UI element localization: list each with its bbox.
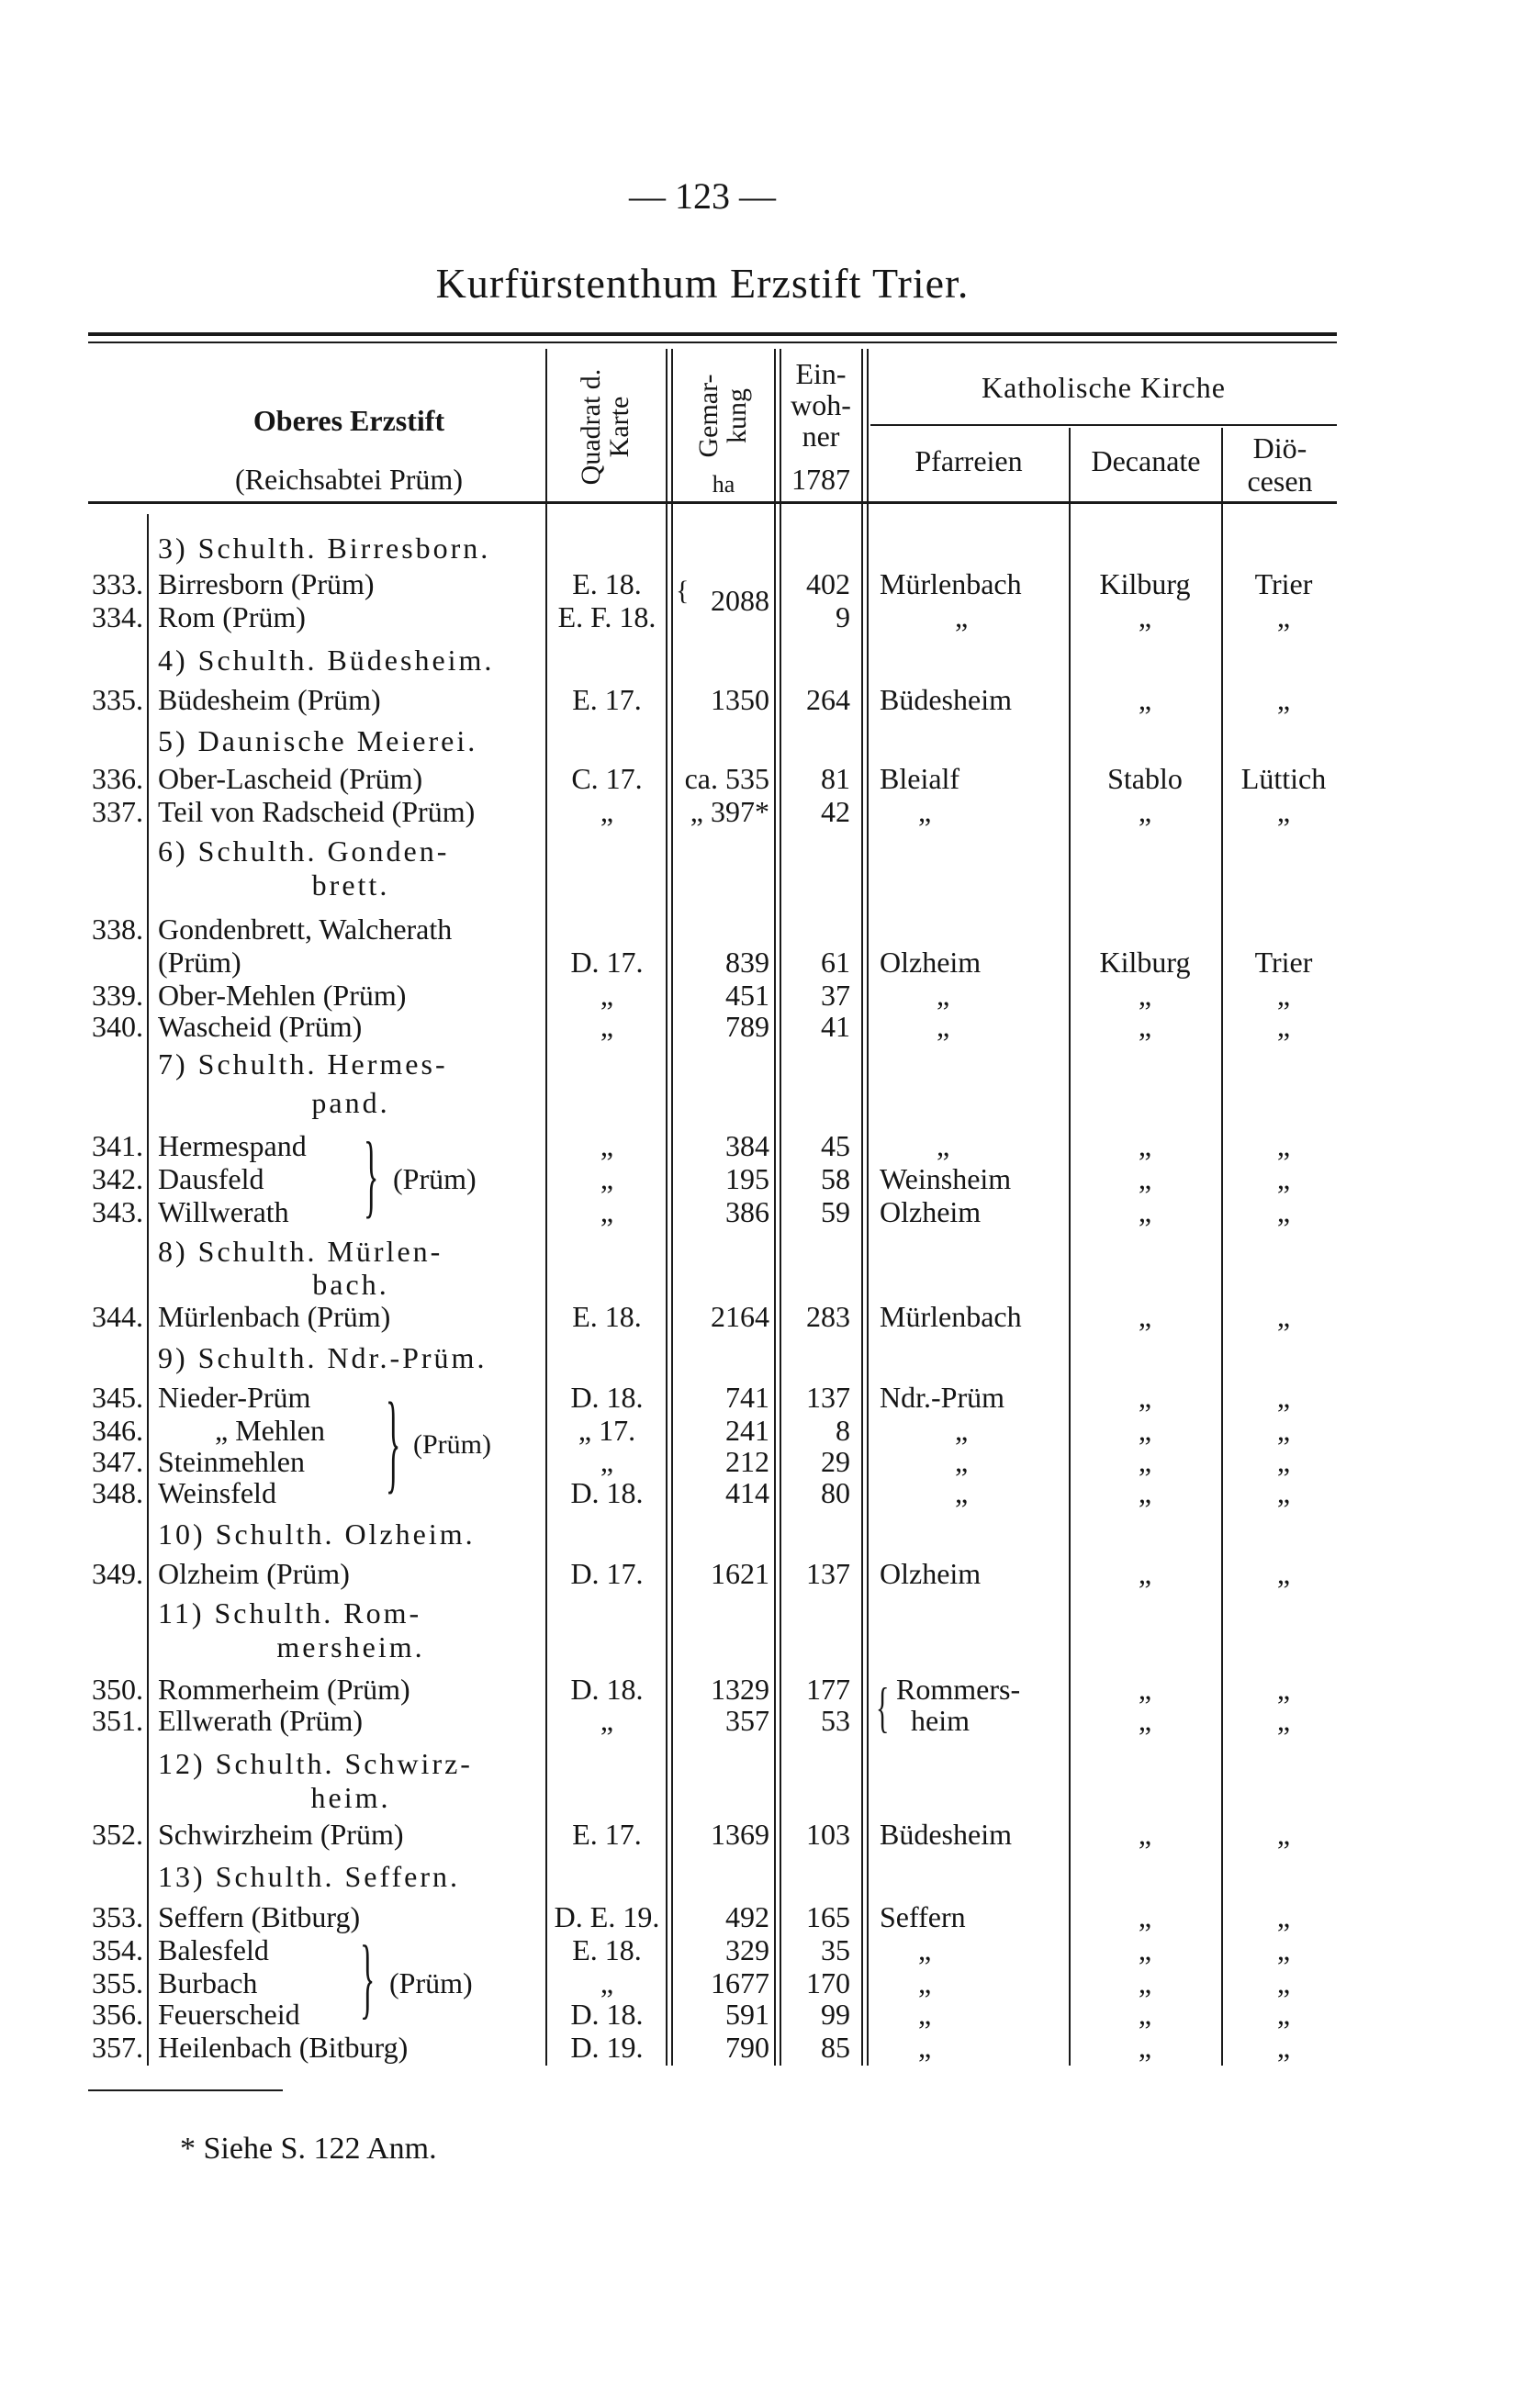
gemarkung-cell: 492 <box>725 1900 769 1933</box>
place-name: Heilenbach (Bitburg) <box>158 2031 409 2064</box>
decanat-cell: „ <box>1138 1381 1152 1414</box>
dioecese-cell: „ <box>1276 1445 1291 1478</box>
gemarkung-cell: 386 <box>725 1195 769 1228</box>
row-number: 338. <box>92 913 143 946</box>
einwohner-cell: 41 <box>821 1010 850 1043</box>
place-name: Seffern (Bitburg) <box>158 1900 361 1933</box>
table-row <box>0 762 1405 795</box>
quadrat-cell: „ <box>600 1704 614 1737</box>
decanat-cell: „ <box>1138 795 1152 828</box>
pfarrei-cell: Olzheim <box>880 1195 982 1228</box>
table-row <box>0 1998 1405 2031</box>
row-number: 344. <box>92 1300 143 1333</box>
pfarrei-cell: Büdesheim <box>880 1818 1012 1851</box>
table-row <box>0 2031 1405 2064</box>
pfarrei-cell: „ <box>955 600 969 633</box>
einwohner-cell: 53 <box>821 1704 850 1737</box>
table-row <box>0 1195 1405 1228</box>
brace: { <box>676 576 690 606</box>
place-name: Mürlenbach (Prüm) <box>158 1300 391 1333</box>
brace: } <box>360 1931 376 2030</box>
dioecese-cell: „ <box>1276 1673 1291 1706</box>
section-heading: 12) Schulth. Schwirz- <box>158 1747 473 1780</box>
gemarkung-cell: 414 <box>725 1476 769 1509</box>
decanat-cell: „ <box>1138 683 1152 716</box>
row-number: 351. <box>92 1704 143 1737</box>
row-number: 353. <box>92 1900 143 1933</box>
table-row <box>0 946 1405 979</box>
place-name: Ober-Lascheid (Prüm) <box>158 762 423 795</box>
gemarkung-cell: 1329 <box>711 1673 769 1706</box>
place-name: Steinmehlen <box>158 1445 305 1478</box>
einwohner-cell: 29 <box>821 1445 850 1478</box>
table-row <box>0 1129 1405 1162</box>
page-number: — 123 — <box>629 175 776 217</box>
section-heading: 3) Schulth. Birresborn. <box>158 532 491 565</box>
section-heading: 6) Schulth. Gonden- <box>158 834 450 868</box>
place-name: Rommerheim (Prüm) <box>158 1673 410 1706</box>
header-gemarkung: Gemar- kung <box>693 374 752 458</box>
quadrat-cell: „ 17. <box>578 1414 636 1447</box>
dioecese-cell: „ <box>1276 1966 1291 1999</box>
row-number: 348. <box>92 1476 143 1509</box>
einwohner-cell: 177 <box>806 1673 850 1706</box>
section-heading: 4) Schulth. Büdesheim. <box>158 644 495 677</box>
dioecese-cell: „ <box>1276 1476 1291 1509</box>
pfarrei-cell: Ndr.-Prüm <box>880 1381 1004 1414</box>
place-name: Teil von Radscheid (Prüm) <box>158 795 476 828</box>
quadrat-cell: „ <box>600 1162 614 1195</box>
einwohner-cell: 61 <box>821 946 850 979</box>
decanat-cell: „ <box>1138 1998 1152 2031</box>
quadrat-cell: E. F. 18. <box>557 600 656 633</box>
gemarkung-cell: 1369 <box>711 1818 769 1851</box>
place-name: Weinsfeld <box>158 1476 276 1509</box>
dioecese-cell: „ <box>1276 1900 1291 1933</box>
dioecese-cell: „ <box>1276 1381 1291 1414</box>
quadrat-cell: „ <box>600 1966 614 1999</box>
pfarrei-cell: „ <box>918 1966 932 1999</box>
group-label <box>0 1428 1405 1462</box>
einwohner-cell: 165 <box>806 1900 850 1933</box>
row-number: 340. <box>92 1010 143 1043</box>
quadrat-cell: D. 18. <box>570 1998 644 2031</box>
row-number: 333. <box>92 567 143 600</box>
place-name: Büdesheim (Prüm) <box>158 683 381 716</box>
gemarkung-cell: 1677 <box>711 1966 769 1999</box>
row-number: 334. <box>92 600 143 633</box>
einwohner-cell: 42 <box>821 795 850 828</box>
table-row <box>0 600 1405 633</box>
header-einwohner: Ein- woh- ner <box>791 357 851 453</box>
header-kirche: Katholische Kirche <box>982 371 1226 404</box>
dioecese-cell: „ <box>1276 1129 1291 1162</box>
decanat-cell: „ <box>1138 1414 1152 1447</box>
header-gemarkung-unit: ha <box>712 471 735 498</box>
dioecese-cell: „ <box>1276 1933 1291 1966</box>
place-name: Hermespand <box>158 1129 307 1162</box>
pfarrei-cell: „ <box>955 1414 969 1447</box>
einwohner-cell: 45 <box>821 1129 850 1162</box>
place-name: Feuerscheid <box>158 1998 300 2031</box>
header-bottom-rule <box>88 501 1337 504</box>
pfarrei-cell: Olzheim <box>880 946 982 979</box>
pfarrei-cell: Rommers- <box>896 1673 1021 1706</box>
gemarkung-cell: 329 <box>725 1933 769 1966</box>
decanat-cell: „ <box>1138 1129 1152 1162</box>
group-label <box>0 1966 1405 1999</box>
einwohner-cell: 80 <box>821 1476 850 1509</box>
section-heading: 9) Schulth. Ndr.-Prüm. <box>158 1341 488 1374</box>
pfarrei-cell: „ <box>918 1998 932 2031</box>
quadrat-cell: „ <box>600 979 614 1012</box>
table-row <box>0 1300 1405 1333</box>
decanat-cell: Stablo <box>1107 762 1183 795</box>
group-label <box>0 1162 1405 1195</box>
table-top-rule-thin <box>88 342 1337 343</box>
gemarkung-cell: 741 <box>725 1381 769 1414</box>
pfarrei-cell: Mürlenbach <box>880 1300 1022 1333</box>
row-number: 346. <box>92 1414 143 1447</box>
dioecese-cell: „ <box>1276 1557 1291 1590</box>
pfarrei-cell: heim <box>911 1704 970 1737</box>
einwohner-cell: 103 <box>806 1818 850 1851</box>
row-number: 345. <box>92 1381 143 1414</box>
section-heading: mersheim. <box>276 1630 425 1663</box>
table-row <box>0 1704 1405 1737</box>
section-heading: brett. <box>311 868 390 902</box>
gemarkung-cell: 1621 <box>711 1557 769 1590</box>
row-number: 354. <box>92 1933 143 1966</box>
pfarrei-cell: Bleialf <box>880 762 960 795</box>
dioecese-cell: „ <box>1276 1010 1291 1043</box>
row-number: 357. <box>92 2031 143 2064</box>
quadrat-cell: „ <box>600 1129 614 1162</box>
quadrat-cell: E. 17. <box>572 1818 642 1851</box>
einwohner-cell: 264 <box>806 683 850 716</box>
pfarrei-cell: Mürlenbach <box>880 567 1022 600</box>
pfarrei-cell: „ <box>918 795 932 828</box>
dioecese-cell: Trier <box>1254 946 1313 979</box>
dioecese-cell: „ <box>1276 1818 1291 1851</box>
row-number: 341. <box>92 1129 143 1162</box>
dioecese-cell: „ <box>1276 979 1291 1012</box>
dioecese-cell: „ <box>1276 1704 1291 1737</box>
gemarkung-cell: 195 <box>725 1162 769 1195</box>
quadrat-cell: D. 18. <box>570 1476 644 1509</box>
gemarkung-cell: 790 <box>725 2031 769 2064</box>
einwohner-cell: 99 <box>821 1998 850 2031</box>
einwohner-cell: 58 <box>821 1162 850 1195</box>
pfarrei-cell: Olzheim <box>880 1557 982 1590</box>
decanat-cell: „ <box>1138 1673 1152 1706</box>
decanat-cell: „ <box>1138 1300 1152 1333</box>
decanat-cell: „ <box>1138 1900 1152 1933</box>
section-heading: pand. <box>311 1086 390 1119</box>
gemarkung-cell: 591 <box>725 1998 769 2031</box>
row-number: 342. <box>92 1162 143 1195</box>
header-einwohner-year: 1787 <box>791 463 850 496</box>
pfarrei-cell: „ <box>918 1933 932 1966</box>
gemarkung-cell: 451 <box>725 979 769 1012</box>
quadrat-cell: D. 18. <box>570 1673 644 1706</box>
gemarkung-cell: „ 397* <box>690 795 769 828</box>
quadrat-cell: E. 18. <box>572 1933 642 1966</box>
decanat-cell: „ <box>1138 1966 1152 1999</box>
dioecese-cell: „ <box>1276 600 1291 633</box>
einwohner-cell: 37 <box>821 979 850 1012</box>
gemarkung-cell: 241 <box>725 1414 769 1447</box>
gemarkung-cell: 2088 <box>711 584 769 617</box>
pfarrei-cell: „ <box>937 1129 950 1162</box>
gemarkung-cell: 212 <box>725 1445 769 1478</box>
dioecese-cell: „ <box>1276 1195 1291 1228</box>
row-number: 339. <box>92 979 143 1012</box>
place-name: Rom (Prüm) <box>158 600 306 633</box>
quadrat-cell: E. 18. <box>572 567 642 600</box>
decanat-cell: „ <box>1138 1010 1152 1043</box>
gemarkung-cell: 357 <box>725 1704 769 1737</box>
decanat-cell: „ <box>1138 1195 1152 1228</box>
quadrat-cell: „ <box>600 795 614 828</box>
quadrat-cell: „ <box>600 1445 614 1478</box>
pfarrei-cell: „ <box>955 1445 969 1478</box>
place-name: „ Mehlen <box>215 1414 325 1447</box>
table-row <box>0 1900 1405 1933</box>
row-number: 350. <box>92 1673 143 1706</box>
quadrat-cell: D. 17. <box>570 946 644 979</box>
einwohner-cell: 81 <box>821 762 850 795</box>
decanat-cell: „ <box>1138 1476 1152 1509</box>
brace: { <box>876 1678 890 1739</box>
place-name: Wascheid (Prüm) <box>158 1010 363 1043</box>
pfarrei-cell: Seffern <box>880 1900 966 1933</box>
table-row <box>0 1010 1405 1043</box>
gemarkung-cell: ca. 535 <box>684 762 769 795</box>
row-number: 347. <box>92 1445 143 1478</box>
kirche-underline <box>870 424 1337 426</box>
decanat-cell: „ <box>1138 600 1152 633</box>
place-name: Gondenbrett, Walcherath <box>158 913 453 946</box>
quadrat-cell: D. 19. <box>570 2031 644 2064</box>
quadrat-cell: C. 17. <box>571 762 643 795</box>
quadrat-cell: D. 17. <box>570 1557 644 1590</box>
dioecese-cell: „ <box>1276 1300 1291 1333</box>
section-heading: 13) Schulth. Seffern. <box>158 1860 461 1893</box>
decanat-cell: „ <box>1138 1818 1152 1851</box>
dioecese-cell: Lüttich <box>1240 762 1327 795</box>
header-quadrat: Quadrat d. Karte <box>576 368 634 486</box>
place-name: Ober-Mehlen (Prüm) <box>158 979 407 1012</box>
footnote-rule <box>88 2089 283 2091</box>
brace: } <box>386 1383 401 1506</box>
row-number: 337. <box>92 795 143 828</box>
table-row <box>0 683 1405 716</box>
pfarrei-cell: Weinsheim <box>880 1162 1012 1195</box>
gemarkung-cell: 2164 <box>711 1300 769 1333</box>
quadrat-cell: „ <box>600 1010 614 1043</box>
pfarrei-cell: „ <box>937 979 950 1012</box>
place-name: Balesfeld <box>158 1933 269 1966</box>
section-heading: 5) Daunische Meierei. <box>158 724 478 757</box>
table-row <box>0 1818 1405 1851</box>
pfarrei-cell: „ <box>918 2031 932 2064</box>
einwohner-cell: 8 <box>836 1414 850 1447</box>
header-dioecesen: Diö- cesen <box>1247 431 1313 498</box>
header-decanate: Decanate <box>1091 444 1201 477</box>
header-pfarreien: Pfarreien <box>914 444 1023 477</box>
einwohner-cell: 137 <box>806 1381 850 1414</box>
decanat-cell: „ <box>1138 1704 1152 1737</box>
group-label-text: (Prüm) <box>389 1966 473 1999</box>
dioecese-cell: „ <box>1276 683 1291 716</box>
quadrat-cell: „ <box>600 1195 614 1228</box>
gemarkung-cell: 384 <box>725 1129 769 1162</box>
decanat-cell: „ <box>1138 2031 1152 2064</box>
place-name: Schwirzheim (Prüm) <box>158 1818 404 1851</box>
dioecese-cell: Trier <box>1254 567 1313 600</box>
einwohner-cell: 170 <box>806 1966 850 1999</box>
section-heading: 11) Schulth. Rom- <box>158 1596 422 1630</box>
quadrat-cell: D. 18. <box>570 1381 644 1414</box>
table-row <box>0 1381 1405 1414</box>
table-top-rule <box>88 332 1337 336</box>
gemarkung-cell: 1350 <box>711 683 769 716</box>
decanat-cell: „ <box>1138 979 1152 1012</box>
quadrat-cell: D. E. 19. <box>554 1900 660 1933</box>
decanat-cell: Kilburg <box>1099 567 1191 600</box>
einwohner-cell: 402 <box>806 567 850 600</box>
pfarrei-cell: „ <box>955 1476 969 1509</box>
place-name: Burbach <box>158 1966 258 1999</box>
table-row <box>0 1673 1405 1706</box>
gemarkung-cell: 789 <box>725 1010 769 1043</box>
decanat-cell: „ <box>1138 1445 1152 1478</box>
einwohner-cell: 35 <box>821 1933 850 1966</box>
table-row <box>0 979 1405 1012</box>
einwohner-cell: 283 <box>806 1300 850 1333</box>
place-name: Dausfeld <box>158 1162 264 1195</box>
dioecese-cell: „ <box>1276 1998 1291 2031</box>
section-heading: 7) Schulth. Hermes- <box>158 1047 448 1081</box>
place-name: Ellwerath (Prüm) <box>158 1704 364 1737</box>
row-number: 343. <box>92 1195 143 1228</box>
table-row <box>0 1933 1405 1966</box>
decanat-cell: „ <box>1138 1162 1152 1195</box>
decanat-cell: „ <box>1138 1933 1152 1966</box>
table-row <box>0 1557 1405 1590</box>
einwohner-cell: 137 <box>806 1557 850 1590</box>
place-name: Nieder-Prüm <box>158 1381 311 1414</box>
place-name: Willwerath <box>158 1195 289 1228</box>
place-name: Olzheim (Prüm) <box>158 1557 350 1590</box>
dioecese-cell: „ <box>1276 1414 1291 1447</box>
footnote: * Siehe S. 122 Anm. <box>180 2132 437 2166</box>
header-region-title: Oberes Erzstift <box>252 404 445 437</box>
quadrat-cell: E. 18. <box>572 1300 642 1333</box>
table-row <box>0 913 1405 946</box>
section-heading: heim. <box>310 1781 391 1814</box>
row-number: 349. <box>92 1557 143 1590</box>
gemarkung-cell: 839 <box>725 946 769 979</box>
row-number: 352. <box>92 1818 143 1851</box>
section-heading: bach. <box>312 1268 389 1301</box>
row-number: 336. <box>92 762 143 795</box>
quadrat-cell: E. 17. <box>572 683 642 716</box>
section-heading: 8) Schulth. Mürlen- <box>158 1235 443 1268</box>
einwohner-cell: 85 <box>821 2031 850 2064</box>
pfarrei-cell: „ <box>937 1010 950 1043</box>
dioecese-cell: „ <box>1276 1162 1291 1195</box>
table-row <box>0 795 1405 828</box>
group-label-text: (Prüm) <box>393 1162 477 1195</box>
dioecese-cell: „ <box>1276 2031 1291 2064</box>
section-heading: 10) Schulth. Olzheim. <box>158 1518 476 1551</box>
row-number: 355. <box>92 1966 143 1999</box>
row-number: 335. <box>92 683 143 716</box>
einwohner-cell: 59 <box>821 1195 850 1228</box>
einwohner-cell: 9 <box>836 600 850 633</box>
place-name: (Prüm) <box>158 946 241 979</box>
place-name: Birresborn (Prüm) <box>158 567 375 600</box>
row-number: 356. <box>92 1998 143 2031</box>
group-label-text: (Prüm) <box>413 1429 491 1460</box>
page-title: Kurfürstenthum Erzstift Trier. <box>435 260 970 307</box>
header-region-sub: (Reichsabtei Prüm) <box>235 463 463 496</box>
decanat-cell: Kilburg <box>1099 946 1191 979</box>
dioecese-cell: „ <box>1276 795 1291 828</box>
decanat-cell: „ <box>1138 1557 1152 1590</box>
table-row <box>0 1476 1405 1509</box>
pfarrei-cell: Büdesheim <box>880 683 1012 716</box>
brace: } <box>364 1126 379 1228</box>
